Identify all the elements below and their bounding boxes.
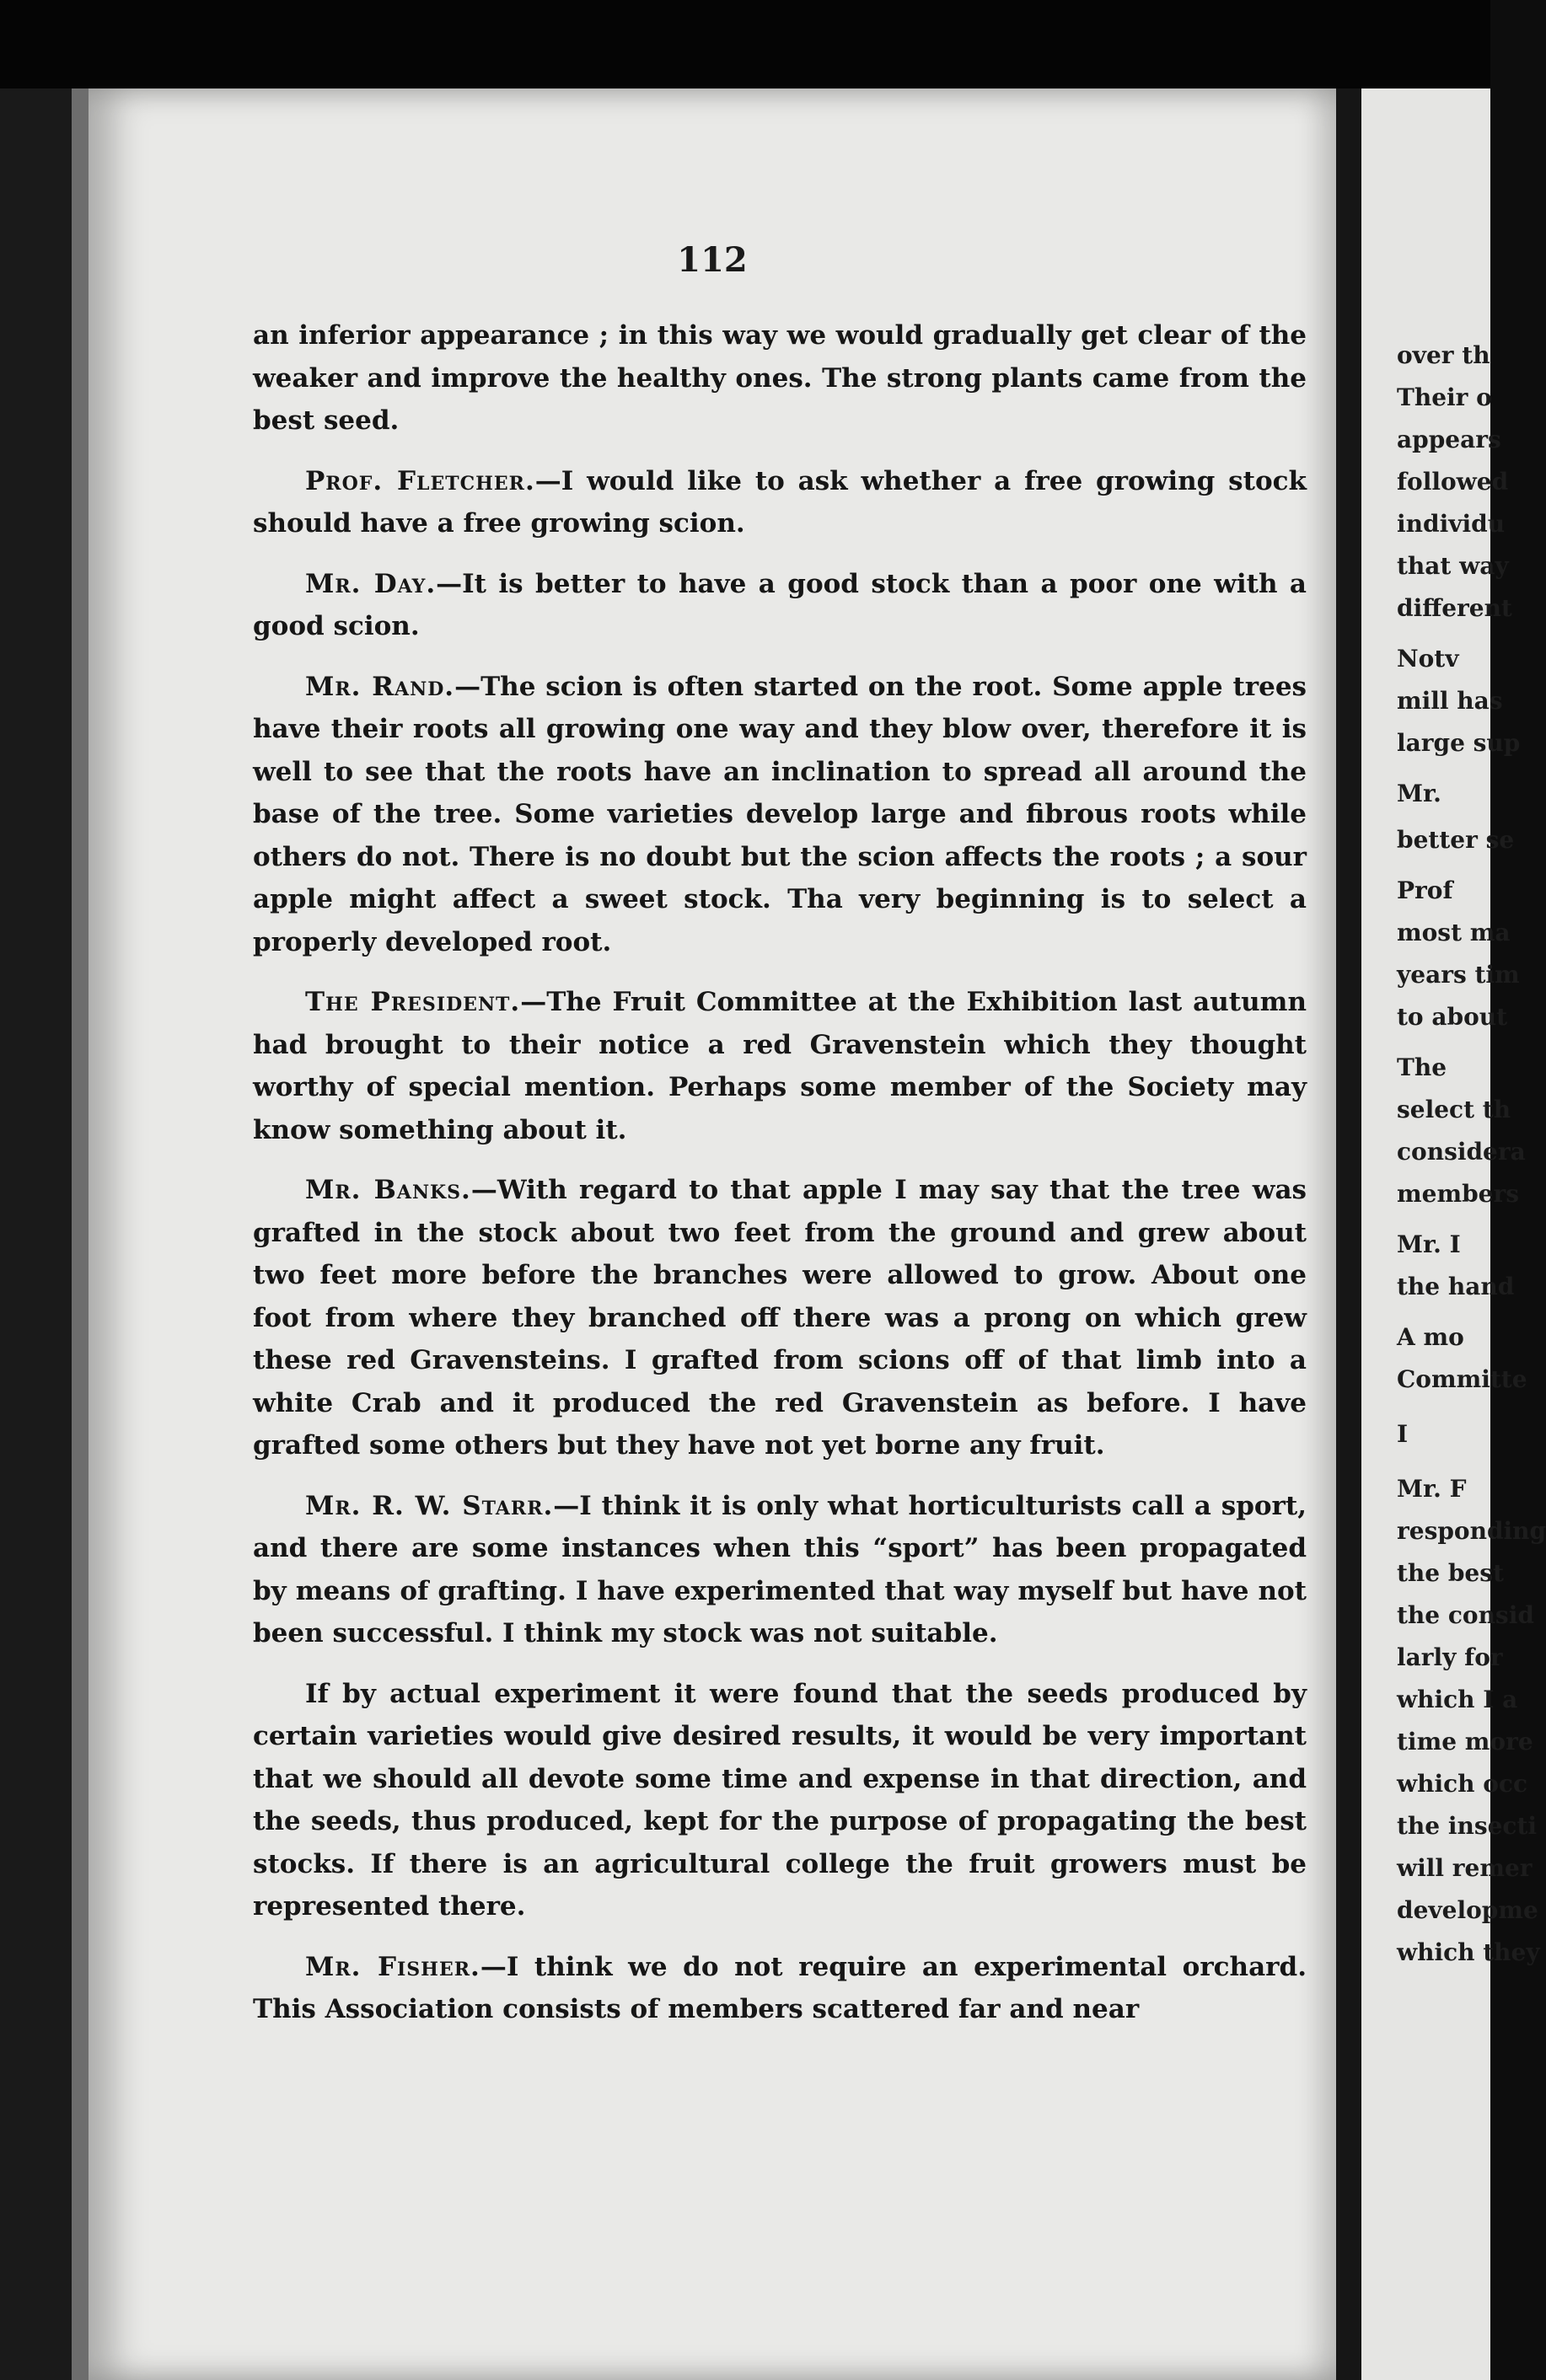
speaker-name: Mr. R. W. Starr. <box>305 1490 554 1521</box>
facing-page-line: mill has <box>1397 687 1503 715</box>
paragraph-text: —I think it is only what horticulturists call a sport, and there are some instances when this “sport” has been propagated by means of grafting. I have experimented that way myself but have not been successful. I think my stock was not suitable. <box>253 1490 1307 1648</box>
paragraph <box>253 1946 1307 2031</box>
speaker-name: Mr. Banks. <box>305 1175 471 1205</box>
facing-page-line: which they <box>1397 1938 1540 1966</box>
facing-page-line: Mr. I <box>1397 1230 1461 1258</box>
facing-page-line: time more <box>1397 1728 1533 1756</box>
facing-page-line: the best <box>1397 1559 1504 1587</box>
facing-page-line: years tim <box>1397 961 1520 989</box>
facing-page-line: The <box>1397 1053 1447 1081</box>
facing-page-line: I <box>1397 1420 1409 1448</box>
facing-page-line: which occ <box>1397 1770 1528 1798</box>
facing-page-line: large sup <box>1397 729 1521 757</box>
paragraph-text: —The scion is often started on the root. Some apple trees have their roots all growing one way and they blow over, therefore it is well to see that the roots have an inclination to spread all around the base of the tree. Some varieties develop large and fibrous roots while others do not. There is no doubt but the scion affects the roots ; a sour apple might affect a sweet stock. Tha very beginning is to select a properly developed root. <box>253 671 1307 957</box>
speaker-name: Prof. Fletcher. <box>305 465 535 496</box>
paragraph <box>253 563 1307 648</box>
facing-page-line: Prof <box>1397 876 1453 904</box>
paragraph <box>253 314 1307 442</box>
facing-page-line: over th <box>1397 341 1490 369</box>
paragraph <box>253 460 1307 545</box>
facing-page-line: members <box>1397 1180 1519 1208</box>
facing-page-line: responding <box>1397 1517 1546 1545</box>
page-number: 112 <box>677 240 748 280</box>
facing-page-line: the insecti <box>1397 1812 1538 1840</box>
speaker-name: Mr. Fisher. <box>305 1951 480 1982</box>
facing-page-line: Mr. <box>1397 780 1441 807</box>
page-body-text <box>253 314 1307 2049</box>
facing-page-line: appears <box>1397 426 1501 453</box>
scan-top-border <box>0 0 1490 88</box>
facing-page-line: followed <box>1397 468 1509 496</box>
facing-page-line: the hand <box>1397 1273 1515 1300</box>
facing-page-line: Notv <box>1397 645 1459 673</box>
paragraph-text: —The Fruit Committee at the Exhibition last autumn had brought to their notice a red Gravenstein which they thought worthy of special mention. Perhaps some member of the Society may know something about it. <box>253 987 1307 1145</box>
paragraph <box>253 1485 1307 1655</box>
facing-page-line: Mr. F <box>1397 1475 1467 1503</box>
facing-page-line: to about <box>1397 1003 1508 1031</box>
facing-page-line: that way <box>1397 552 1509 580</box>
facing-page-line: Their o <box>1397 383 1492 411</box>
paragraph <box>253 981 1307 1151</box>
paragraph-text: —It is better to have a good stock than a poor one with a good scion. <box>253 568 1307 641</box>
facing-page-line: larly for <box>1397 1643 1503 1671</box>
paragraph-text: an inferior appearance ; in this way we would gradually get clear of the weaker and improve the healthy ones. The strong plants came from the best seed. <box>253 320 1307 436</box>
facing-page-line: individu <box>1397 510 1506 538</box>
facing-page-line: A mo <box>1397 1323 1464 1351</box>
facing-page-line: the consid <box>1397 1601 1534 1629</box>
book-page <box>89 88 1336 2380</box>
facing-page-line: better se <box>1397 826 1515 854</box>
facing-page-line: most ma <box>1397 919 1511 946</box>
paragraph <box>253 1169 1307 1467</box>
facing-page-line: Committe <box>1397 1365 1527 1393</box>
facing-page-fragment <box>1361 88 1546 2380</box>
facing-page-line: which I a <box>1397 1686 1518 1713</box>
facing-page-line: different <box>1397 594 1512 622</box>
facing-page-line: will remer <box>1397 1854 1533 1882</box>
paragraph-text: —I think we do not require an experimental orchard. This Association consists of members scattered far and near <box>253 1951 1307 2024</box>
speaker-name: The President. <box>305 987 521 1017</box>
facing-page-line: developme <box>1397 1896 1538 1924</box>
paragraph <box>253 1673 1307 1928</box>
speaker-name: Mr. Day. <box>305 568 437 599</box>
scan-left-border <box>0 88 72 2380</box>
page-gutter <box>1336 88 1361 2380</box>
paragraph-text: —With regard to that apple I may say that the tree was grafted in the stock about two feet from the ground and grew about two feet more before the branches were allowed to grow. About one foot from where they branched off there was a prong on which grew these red Gravensteins. I grafted from scions off of that limb into a white Crab and it produced the red Gravenstein as before. I have grafted some others but they have not yet borne any fruit. <box>253 1175 1307 1461</box>
speaker-name: Mr. Rand. <box>305 671 455 702</box>
paragraph-text: If by actual experiment it were found that the seeds produced by certain varieties would give desired results, it would be very important that we should all devote some time and expense in that direction, and the seeds, thus produced, kept for the purpose of propagating the best stocks. If there is an agricultural college the fruit growers must be represented there. <box>253 1678 1307 1922</box>
facing-page-line: considera <box>1397 1138 1526 1166</box>
facing-page-line: select th <box>1397 1096 1511 1123</box>
paragraph-text: —I would like to ask whether a free growing stock should have a free growing scion. <box>253 465 1307 539</box>
book-spine-edge <box>72 88 89 2380</box>
paragraph <box>253 666 1307 964</box>
